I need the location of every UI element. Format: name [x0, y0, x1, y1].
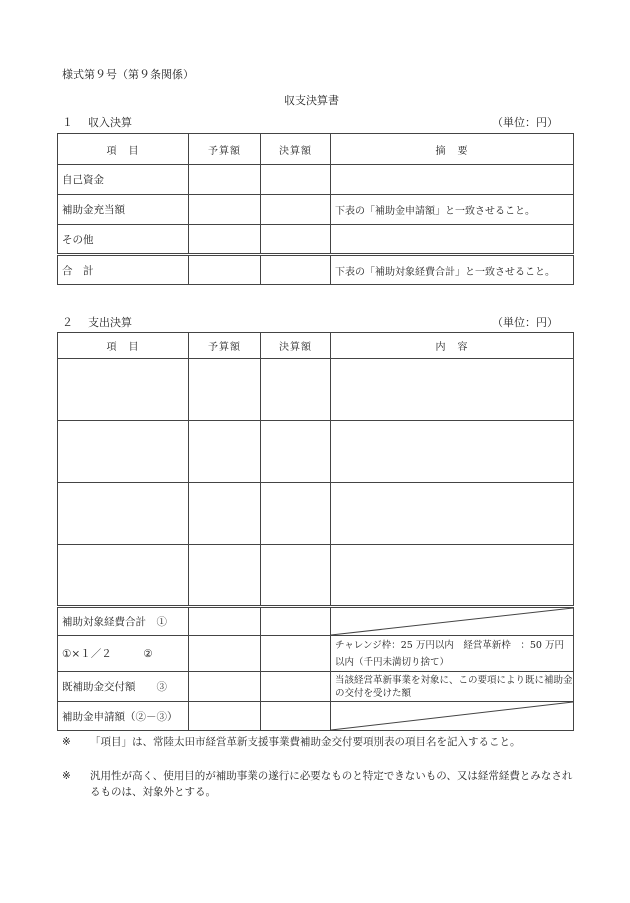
expense-item-cell[interactable] [58, 359, 189, 421]
budget-cell[interactable] [189, 636, 261, 672]
total-label: 合 計 [58, 255, 189, 285]
col-item-header: 項 目 [58, 333, 189, 359]
table-row [58, 225, 574, 255]
diagonal-strike-cell [331, 607, 574, 636]
row-item: 補助金充当額 [58, 195, 189, 225]
actual-cell[interactable] [261, 421, 331, 483]
page-title: 収支決算書 [284, 94, 339, 107]
col-actual-header: 決算額 [261, 333, 331, 359]
prior-grant-row [58, 672, 574, 702]
budget-cell[interactable] [189, 483, 261, 545]
expense-heading-number: ２ [62, 316, 73, 329]
table-row [58, 195, 574, 225]
income-table [57, 133, 574, 285]
total-actual-cell[interactable] [261, 255, 331, 285]
actual-cell[interactable] [261, 545, 331, 607]
summary-cell [331, 225, 574, 255]
expense-item-cell[interactable] [58, 421, 189, 483]
income-total-row [58, 255, 574, 285]
application-amount-row [58, 702, 574, 731]
content-cell[interactable] [331, 359, 574, 421]
table-row [58, 483, 574, 545]
actual-cell[interactable] [261, 225, 331, 255]
diagonal-line [331, 608, 573, 635]
expense-table [57, 332, 574, 731]
footnote-mark: ※ [62, 770, 71, 782]
row-item: 自己資金 [58, 165, 189, 195]
prior-grant-note: 当該経営革新事業を対象に、この要項により既に補助金の交付を受けた額 [331, 672, 574, 702]
summary-cell [331, 165, 574, 195]
col-actual-header: 決算額 [261, 134, 331, 165]
col-summary-header: 摘 要 [331, 134, 574, 165]
footnote-text: 「項目」は、常陸太田市経営革新支援事業費補助金交付要項別表の項目名を記入すること。 [90, 736, 521, 748]
budget-cell[interactable] [189, 225, 261, 255]
actual-cell[interactable] [261, 607, 331, 636]
footnote-2 [62, 768, 582, 800]
expense-item-cell[interactable] [58, 483, 189, 545]
form-number: 様式第９号（第９条関係） [62, 68, 194, 81]
half-amount-row [58, 636, 574, 672]
actual-cell[interactable] [261, 636, 331, 672]
actual-cell[interactable] [261, 195, 331, 225]
actual-cell[interactable] [261, 702, 331, 731]
summary-label: ①×１／２ ② [58, 636, 189, 672]
footnote-1 [62, 734, 582, 750]
actual-cell[interactable] [261, 165, 331, 195]
diagonal-strike-cell [331, 702, 574, 731]
total-summary-cell: 下表の「補助対象経費合計」と一致させること。 [331, 255, 574, 285]
expense-heading: 支出決算 [88, 316, 132, 329]
total-budget-cell[interactable] [189, 255, 261, 285]
income-unit: （単位：円） [492, 116, 558, 129]
actual-cell[interactable] [261, 483, 331, 545]
table-row [58, 359, 574, 421]
budget-cell[interactable] [189, 607, 261, 636]
actual-cell[interactable] [261, 359, 331, 421]
table-row [58, 421, 574, 483]
income-heading-number: １ [62, 116, 73, 129]
summary-label: 補助対象経費合計 ① [58, 607, 189, 636]
col-content-header: 内 容 [331, 333, 574, 359]
table-row [58, 165, 574, 195]
content-cell[interactable] [331, 483, 574, 545]
budget-cell[interactable] [189, 195, 261, 225]
expense-unit: （単位：円） [492, 316, 558, 329]
budget-cell[interactable] [189, 545, 261, 607]
col-budget-header: 予算額 [189, 333, 261, 359]
footnote-text: 汎用性が高く、使用目的が補助事業の遂行に必要なものと特定できないもの、又は経常経費とみなされるものは、対象外とする。 [90, 770, 573, 798]
col-item-header: 項 目 [58, 134, 189, 165]
expense-item-cell[interactable] [58, 545, 189, 607]
subsidy-total-row [58, 607, 574, 636]
content-cell[interactable] [331, 421, 574, 483]
budget-cell[interactable] [189, 359, 261, 421]
limit-note: チャレンジ枠：25 万円以内 経営革新枠 ：50 万円以内（千円未満切り捨て） [331, 636, 574, 672]
budget-cell[interactable] [189, 165, 261, 195]
income-header-row [58, 134, 574, 165]
summary-cell: 下表の「補助金申請額」と一致させること。 [331, 195, 574, 225]
income-heading: 収入決算 [88, 116, 132, 129]
budget-cell[interactable] [189, 672, 261, 702]
footnote-mark: ※ [62, 736, 71, 748]
content-cell[interactable] [331, 545, 574, 607]
diagonal-line [331, 702, 573, 730]
actual-cell[interactable] [261, 672, 331, 702]
budget-cell[interactable] [189, 421, 261, 483]
budget-cell[interactable] [189, 702, 261, 731]
table-row [58, 545, 574, 607]
summary-label: 補助金申請額（②－③） [58, 702, 189, 731]
col-budget-header: 予算額 [189, 134, 261, 165]
row-item: その他 [58, 225, 189, 255]
expense-header-row [58, 333, 574, 359]
summary-label: 既補助金交付額 ③ [58, 672, 189, 702]
